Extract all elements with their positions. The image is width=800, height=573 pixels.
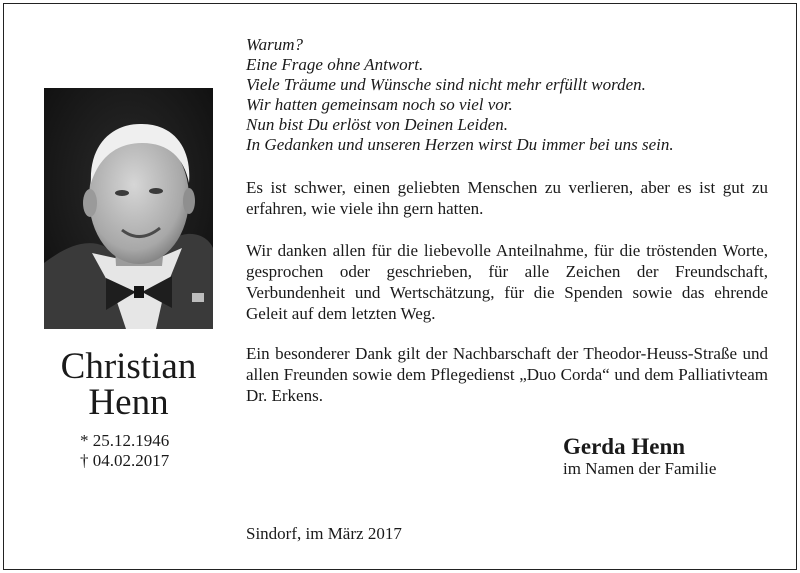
- paragraph-special-thanks: Ein besonderer Dank gilt der Nachbarschaft der Theodor-Heuss-Straße und allen Freunden sowie dem Pflegedienst „Duo Corda“ und dem Palliativteam Dr. Erkens.: [246, 344, 768, 405]
- signature-subtitle: im Namen der Familie: [563, 459, 717, 478]
- deceased-first-name: Christian: [60, 346, 197, 387]
- poem: [246, 35, 674, 155]
- place-date: Sindorf, im März 2017: [246, 524, 402, 543]
- paragraph-thanks: Wir danken allen für die liebevolle Anteilnahme, für die tröstenden Worte, gesprochen oder geschrieben, für alle Zeichen der Freundschaft, Verbundenheit und Wertschätzung, für die Spenden sowie das ehrende Geleit auf dem letzten Weg.: [246, 241, 768, 323]
- poem-line: Warum?: [246, 35, 303, 54]
- birth-date: * 25.12.1946: [80, 431, 170, 450]
- paragraph-loss: Es ist schwer, einen geliebten Menschen zu verlieren, aber es ist gut zu erfahren, wie viele ihn gern hatten.: [246, 178, 768, 218]
- signature-name: Gerda Henn: [563, 434, 686, 459]
- death-date: † 04.02.2017: [80, 451, 170, 470]
- life-dates: [80, 431, 169, 471]
- poem-line: Eine Frage ohne Antwort.: [246, 55, 424, 74]
- poem-line: Wir hatten gemeinsam noch so viel vor.: [246, 95, 513, 114]
- poem-line: In Gedanken und unseren Herzen wirst Du immer bei uns sein.: [246, 135, 674, 154]
- deceased-last-name: Henn: [88, 382, 169, 423]
- portrait-photo: [44, 88, 213, 329]
- poem-line: Nun bist Du erlöst von Deinen Leiden.: [246, 115, 509, 134]
- poem-line: Viele Träume und Wünsche sind nicht mehr erfüllt worden.: [246, 75, 646, 94]
